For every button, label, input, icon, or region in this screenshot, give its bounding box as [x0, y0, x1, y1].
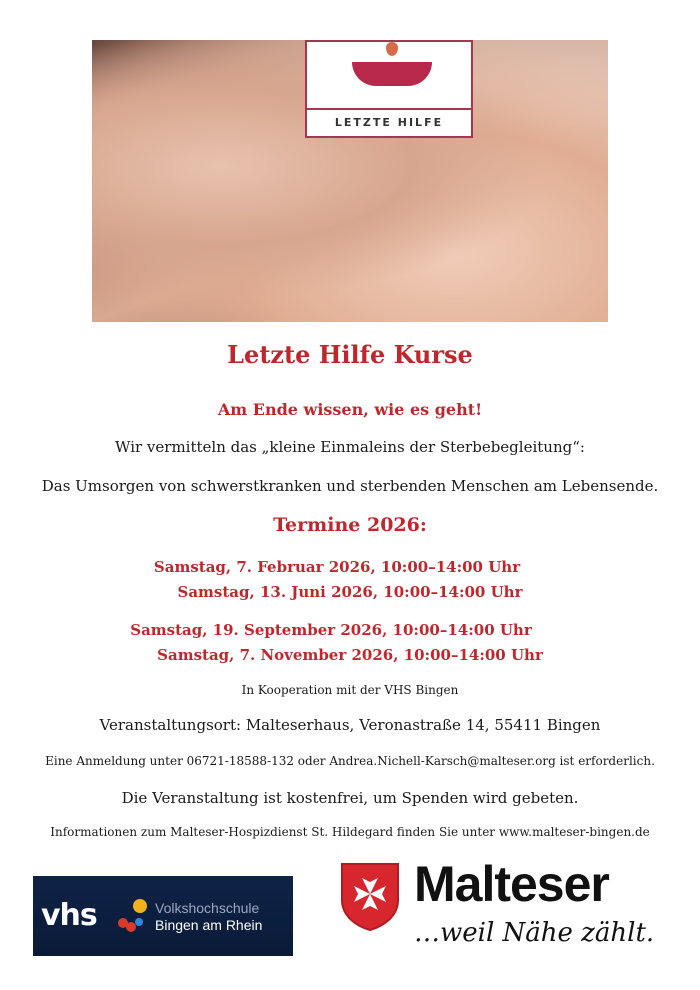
- termine-heading: Termine 2026:: [273, 514, 427, 536]
- hands-photo: [92, 40, 608, 322]
- malteser-name: Malteser: [414, 856, 609, 912]
- bowl-icon: [352, 62, 432, 86]
- malteser-tagline: …weil Nähe zählt.: [414, 918, 655, 948]
- date-item: Samstag, 7. November 2026, 10:00–14:00 Uhr: [157, 646, 543, 664]
- venue-text: Veranstaltungsort: Malteserhaus, Veronastraße 14, 55411 Bingen: [99, 716, 601, 734]
- info-text: Informationen zum Malteser-Hospizdienst St. Hildegard finden Sie unter www.malteser-bingen.de: [50, 825, 650, 839]
- malteser-shield-icon: [340, 862, 400, 932]
- vhs-logo: vhs Volkshochschule Bingen am Rhein: [33, 876, 293, 956]
- description-text: Das Umsorgen von schwerstkranken und sterbenden Menschen am Lebensende.: [41, 477, 659, 495]
- date-item: Samstag, 7. Februar 2026, 10:00–14:00 Uhr: [153, 558, 521, 576]
- vhs-dots-icon: [113, 896, 153, 936]
- flame-icon: [386, 42, 398, 56]
- intro-text: Wir vermitteln das „kleine Einmaleins der Sterbebegleitung“:: [115, 438, 585, 456]
- letzte-hilfe-logo: [305, 40, 473, 138]
- cost-text: Die Veranstaltung ist kostenfrei, um Spenden wird gebeten.: [121, 789, 579, 807]
- page-title: Letzte Hilfe Kurse: [227, 340, 473, 369]
- logo-label: LETZTE HILFE: [334, 116, 444, 129]
- date-item: Samstag, 19. September 2026, 10:00–14:00 Uhr: [130, 621, 532, 639]
- subtitle: Am Ende wissen, wie es geht!: [217, 400, 483, 419]
- registration-text: Eine Anmeldung unter 06721-18588-132 oder Andrea.Nichell-Karsch@malteser.org ist erforderlich.: [45, 754, 655, 768]
- date-item: Samstag, 13. Juni 2026, 10:00–14:00 Uhr: [177, 583, 523, 601]
- cooperation-text: In Kooperation mit der VHS Bingen: [241, 683, 459, 697]
